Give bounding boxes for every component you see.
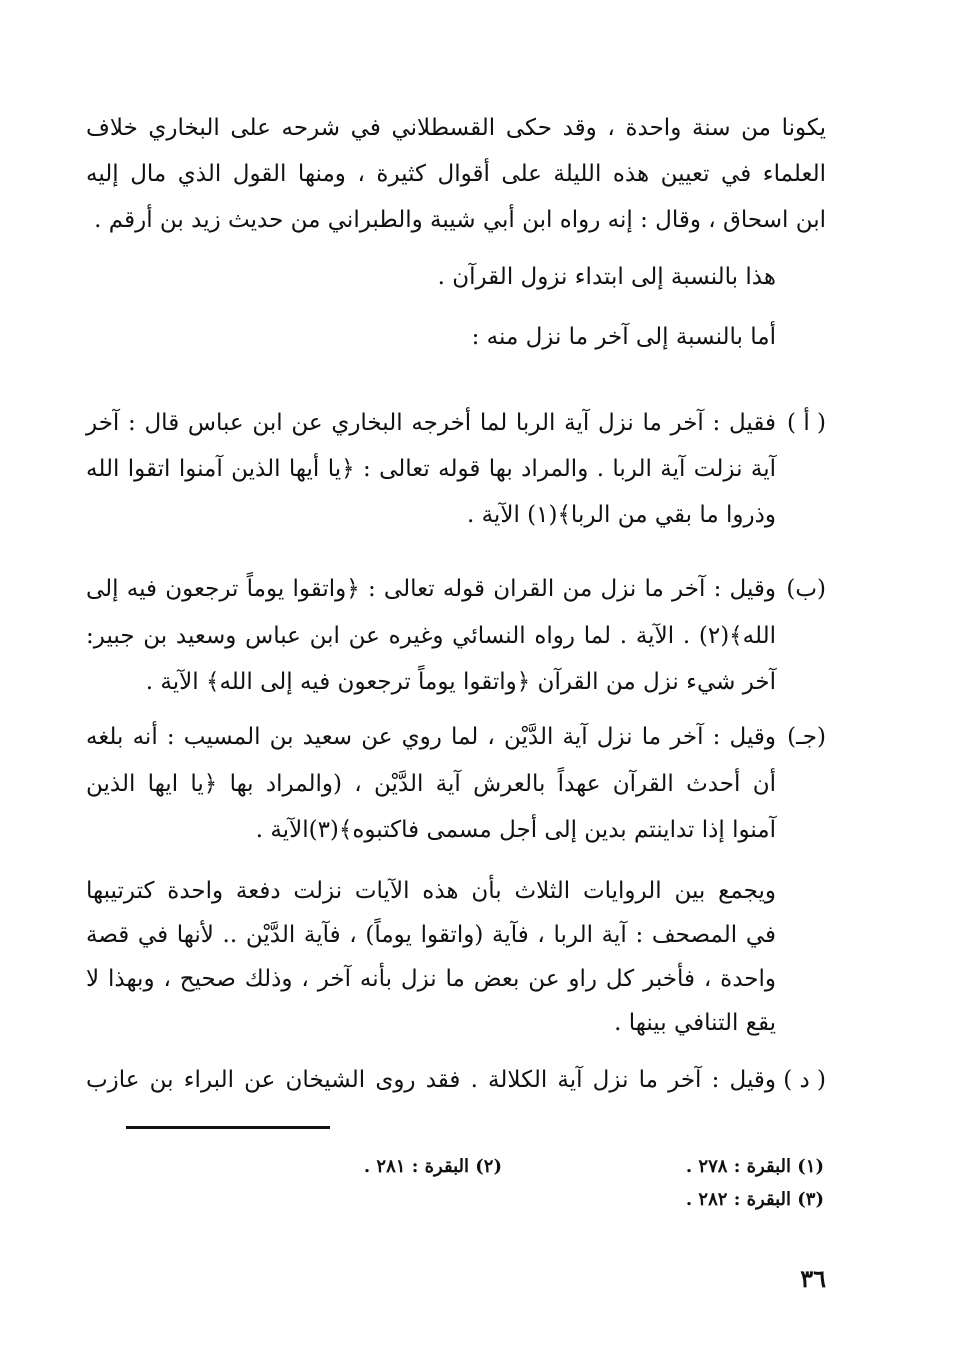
intro-line-2: العلماء في تعيين هذه الليلة على أقوال كثيرة ، ومنها القول الذي مال إليه <box>86 161 826 187</box>
section-d-line-1: وقيل : آخر ما نزل آية الكلالة . فقد روى الشيخان عن البراء بن عازب <box>86 1067 776 1093</box>
combine-line-1: ويجمع بين الروايات الثلاث بأن هذه الآيات نزلت دفعة واحدة كترتيبها <box>86 878 776 904</box>
combine-line-4: يقع التنافي بينها . <box>614 1010 776 1036</box>
combine-line-3: واحدة ، فأخبر كل راو عن بعض ما نزل بأنه آخر ، وذلك صحيح ، وبهذا لا <box>86 966 776 992</box>
footnote-3: (٣) البقرة : ٢٨٢ . <box>685 1189 824 1210</box>
section-a-line-3: وذروا ما بقي من الربا﴾(١) الآية . <box>466 502 776 528</box>
section-a-label: ( أ ) <box>787 410 826 436</box>
section-b-label: (ب) <box>786 576 826 602</box>
section-d-label: ( د ) <box>783 1067 826 1093</box>
footnote-1: (١) البقرة : ٢٧٨ . <box>685 1156 824 1177</box>
page-number: ٣٦ <box>800 1264 826 1293</box>
note-end: أما بالنسبة إلى آخر ما نزل منه : <box>471 324 776 350</box>
intro-line-3: ابن اسحاق ، وقال : إنه رواه ابن أبي شيبة والطبراني من حديث زيد بن أرقم . <box>94 207 826 233</box>
section-a-line-1: فقيل : آخر ما نزل آية الربا لما أخرجه البخاري عن ابن عباس قال : آخر <box>86 410 776 436</box>
section-b-line-2: الله﴾(٢) . الآية . لما رواه النسائي وغيره عن ابن عباس وسعيد بن جبير: <box>86 623 776 649</box>
section-c-line-3: آمنوا إذا تداينتم بدين إلى أجل مسمى فاكتبوه﴾(٣)الآية . <box>255 817 776 843</box>
note-start: هذا بالنسبة إلى ابتداء نزول القرآن . <box>437 264 776 290</box>
combine-line-2: في المصحف : آية الربا ، فآية (واتقوا يوماً) ، فآية الدَّيْن .. لأنها في قصة <box>86 922 776 948</box>
section-b-line-3: آخر شيء نزل من القرآن ﴿واتقوا يوماً ترجعون فيه إلى الله﴾ الآية . <box>145 669 776 695</box>
intro-line-1: يكونا من سنة واحدة ، وقد حكى القسطلاني في شرحه على البخاري خلاف <box>86 115 826 141</box>
footnote-separator <box>126 1126 330 1129</box>
section-c-label: (جـ) <box>787 724 826 750</box>
section-b-line-1: وقيل : آخر ما نزل من القران قوله تعالى : ﴿واتقوا يوماً ترجعون فيه إلى <box>86 576 776 602</box>
footnote-2: (٢) البقرة : ٢٨١ . <box>363 1156 502 1177</box>
section-a-line-2: آية نزلت آية الربا . والمراد بها قوله تعالى : ﴿يا أيها الذين آمنوا اتقوا الله <box>86 456 776 482</box>
section-c-line-2: أن أحدث القرآن عهداً بالعرش آية الدَّيْن ، (والمراد بها ﴿يا ايها الذين <box>86 771 776 797</box>
section-c-line-1: وقيل : آخر ما نزل آية الدَّيْن ، لما روي عن سعيد بن المسيب : أنه بلغه <box>86 724 776 750</box>
